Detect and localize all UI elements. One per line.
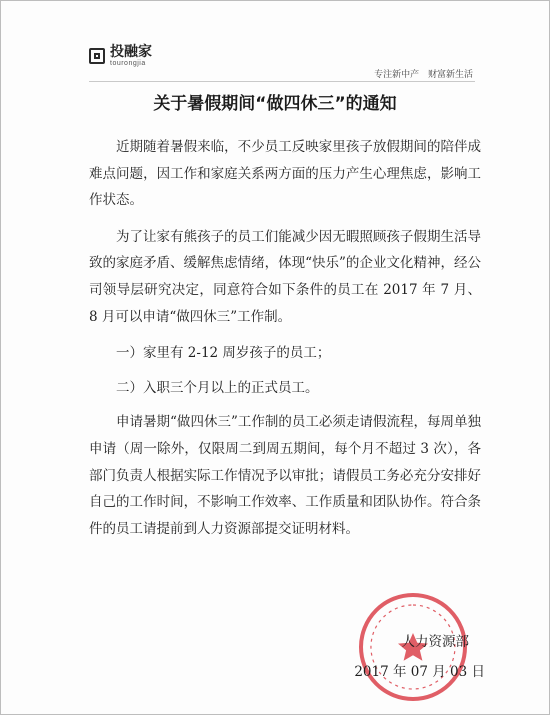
company-slogan: 专注新中产 财富新生活	[374, 70, 473, 80]
signing-date: 2017 年 07 月 03 日	[354, 664, 485, 680]
notice-body	[89, 134, 481, 552]
logo-pinyin: tourongjia	[110, 60, 146, 67]
logo-name: 投融家	[110, 44, 152, 60]
paragraph-intro: 近期随着暑假来临，不少员工反映家里孩子放假期间的陪伴成难点问题，因工作和家庭关系两方面的压力产生心理焦虑，影响工作状态。	[89, 139, 481, 209]
paragraph-decision: 为了让家有熊孩子的员工们能减少因无暇照顾孩子假期生活导致的家庭矛盾、缓解焦虑情绪，体现“快乐”的企业文化精神，经公司领导层研究决定，同意符合如下条件的员工在 2017 年 7 月、8 月可以申请“做四休三”工作制。	[89, 228, 481, 325]
logo-square-icon	[89, 48, 105, 64]
company-logo	[89, 45, 152, 67]
paragraph-procedure: 申请暑期“做四休三”工作制的员工必须走请假流程，每周单独申请（周一除外，仅限周二到周五期间，每个月不超过 3 次），各部门负责人根据实际工作情况予以审批；请假员工务必充分安排好自己的工作时间，不影响工作效率、工作质量和团队协作。符合条件的员工请提前到人力资源部提交证明材料。	[89, 414, 481, 537]
header-divider	[89, 81, 475, 82]
condition-item-2: 二）入职三个月以上的正式员工。	[116, 379, 319, 396]
notice-title: 关于暑假期间“做四休三”的通知	[153, 94, 397, 114]
condition-item-1: 一）家里有 2-12 周岁孩子的员工；	[116, 345, 331, 362]
signing-department: 人力资源部	[401, 634, 469, 650]
signature-block	[354, 629, 485, 685]
